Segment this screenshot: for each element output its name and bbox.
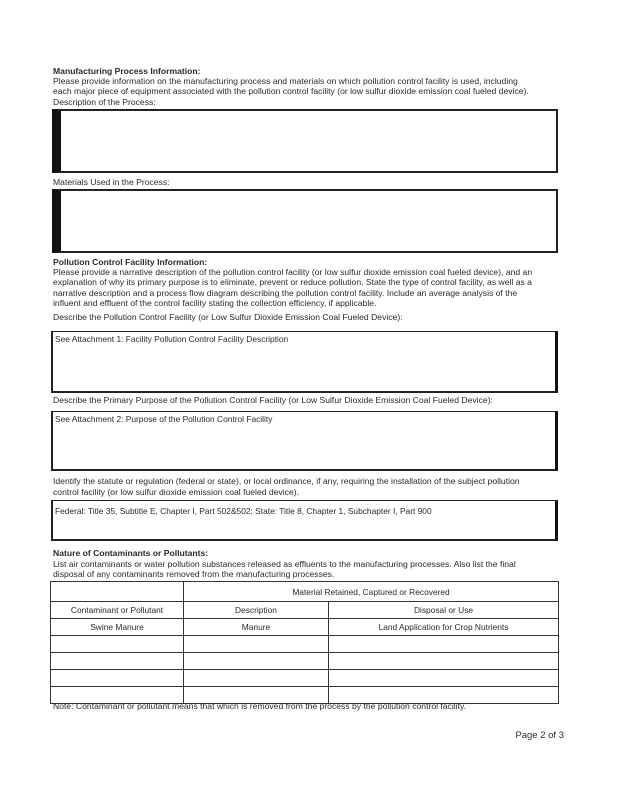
statute-label-line-2: control facility (or low sulfur dioxide emission coal fueled device).: [53, 487, 299, 497]
statute-label-line-1: Identify the statute or regulation (federal or state), or local ordinance, if any, requiring the installation of the subject pollution: [53, 476, 520, 486]
pollution-control-intro-line-2: explanation of why its primary purpose is to eliminate, prevent or reduce pollution. State the type of control facility, as well as a: [53, 277, 532, 287]
process-description-field[interactable]: [52, 109, 558, 173]
describe-facility-label: Describe the Pollution Control Facility (or Low Sulfur Dioxide Emission Coal Fueled Device):: [53, 312, 403, 322]
statute-field[interactable]: [51, 500, 558, 541]
manufacturing-intro-line-1: Please provide information on the manufacturing process and materials on which pollution control facility is used, including: [53, 76, 518, 86]
cell-description[interactable]: [184, 670, 329, 687]
pollution-control-heading: Pollution Control Facility Information:: [53, 257, 208, 267]
column-header-contaminant: Contaminant or Pollutant: [51, 602, 184, 619]
cell-description[interactable]: [184, 653, 329, 670]
materials-label: Materials Used in the Process:: [53, 177, 170, 187]
pollution-control-intro-line-3: narrative description and a process flow diagram describing the pollution control facility. Include an average analysis of the: [53, 288, 518, 298]
primary-purpose-label: Describe the Primary Purpose of the Pollution Control Facility (or Low Sulfur Dioxide Emission Coal Fueled Device):: [53, 395, 493, 405]
pollution-control-intro-line-4: influent and effluent of the control facility stating the collection efficiency, if applicable.: [53, 298, 377, 308]
cell-contaminant[interactable]: [51, 670, 184, 687]
cell-description[interactable]: Manure: [184, 619, 329, 636]
table-blank-corner: [51, 582, 184, 602]
table-group-header: Material Retained, Captured or Recovered: [184, 582, 559, 602]
statute-value: Federal: Title 35, Subtitle E, Chapter I, Part 502&502; State: Title 8, Chapter 1, Subchapter I, Part 900: [55, 506, 432, 516]
contaminants-table: [50, 581, 559, 704]
cell-disposal[interactable]: [329, 636, 559, 653]
table-row: [51, 636, 559, 653]
cell-contaminant[interactable]: [51, 636, 184, 653]
manufacturing-intro-line-2: each major piece of equipment associated with the pollution control facility (or low sulfur dioxide emission coal fueled device).: [53, 86, 529, 96]
cell-disposal[interactable]: [329, 670, 559, 687]
cell-disposal[interactable]: [329, 653, 559, 670]
primary-purpose-value: See Attachment 2: Purpose of the Pollution Control Facility: [55, 414, 273, 424]
primary-purpose-field[interactable]: [51, 411, 558, 471]
describe-facility-value: See Attachment 1: Facility Pollution Control Facility Description: [55, 334, 289, 344]
page-number: Page 2 of 3: [515, 730, 564, 741]
materials-field[interactable]: [52, 189, 558, 253]
cell-contaminant[interactable]: [51, 653, 184, 670]
column-header-description: Description: [184, 602, 329, 619]
table-row: [51, 619, 559, 636]
contaminants-intro-line-1: List air contaminants or water pollution substances released as effluents to the manufacturing processes. Also list the final: [53, 559, 516, 569]
manufacturing-heading: Manufacturing Process Information:: [53, 66, 201, 76]
contaminants-intro-line-2: disposal of any contaminants removed from the manufacturing processes.: [53, 569, 335, 579]
cell-description[interactable]: [184, 636, 329, 653]
pollution-control-intro-line-1: Please provide a narrative description of the pollution control facility (or low sulfur dioxide emission coal fueled device), and an: [53, 267, 533, 277]
describe-facility-field[interactable]: [51, 331, 558, 393]
process-description-label: Description of the Process:: [53, 97, 156, 107]
table-row: [51, 670, 559, 687]
column-header-disposal: Disposal or Use: [329, 602, 559, 619]
table-row: [51, 653, 559, 670]
cell-contaminant[interactable]: Swine Manure: [51, 619, 184, 636]
contaminant-note: Note: Contaminant or pollutant means that which is removed from the process by the pollution control facility.: [53, 701, 467, 711]
cell-disposal[interactable]: Land Application for Crop Nutrients: [329, 619, 559, 636]
contaminants-heading: Nature of Contaminants or Pollutants:: [53, 548, 209, 558]
